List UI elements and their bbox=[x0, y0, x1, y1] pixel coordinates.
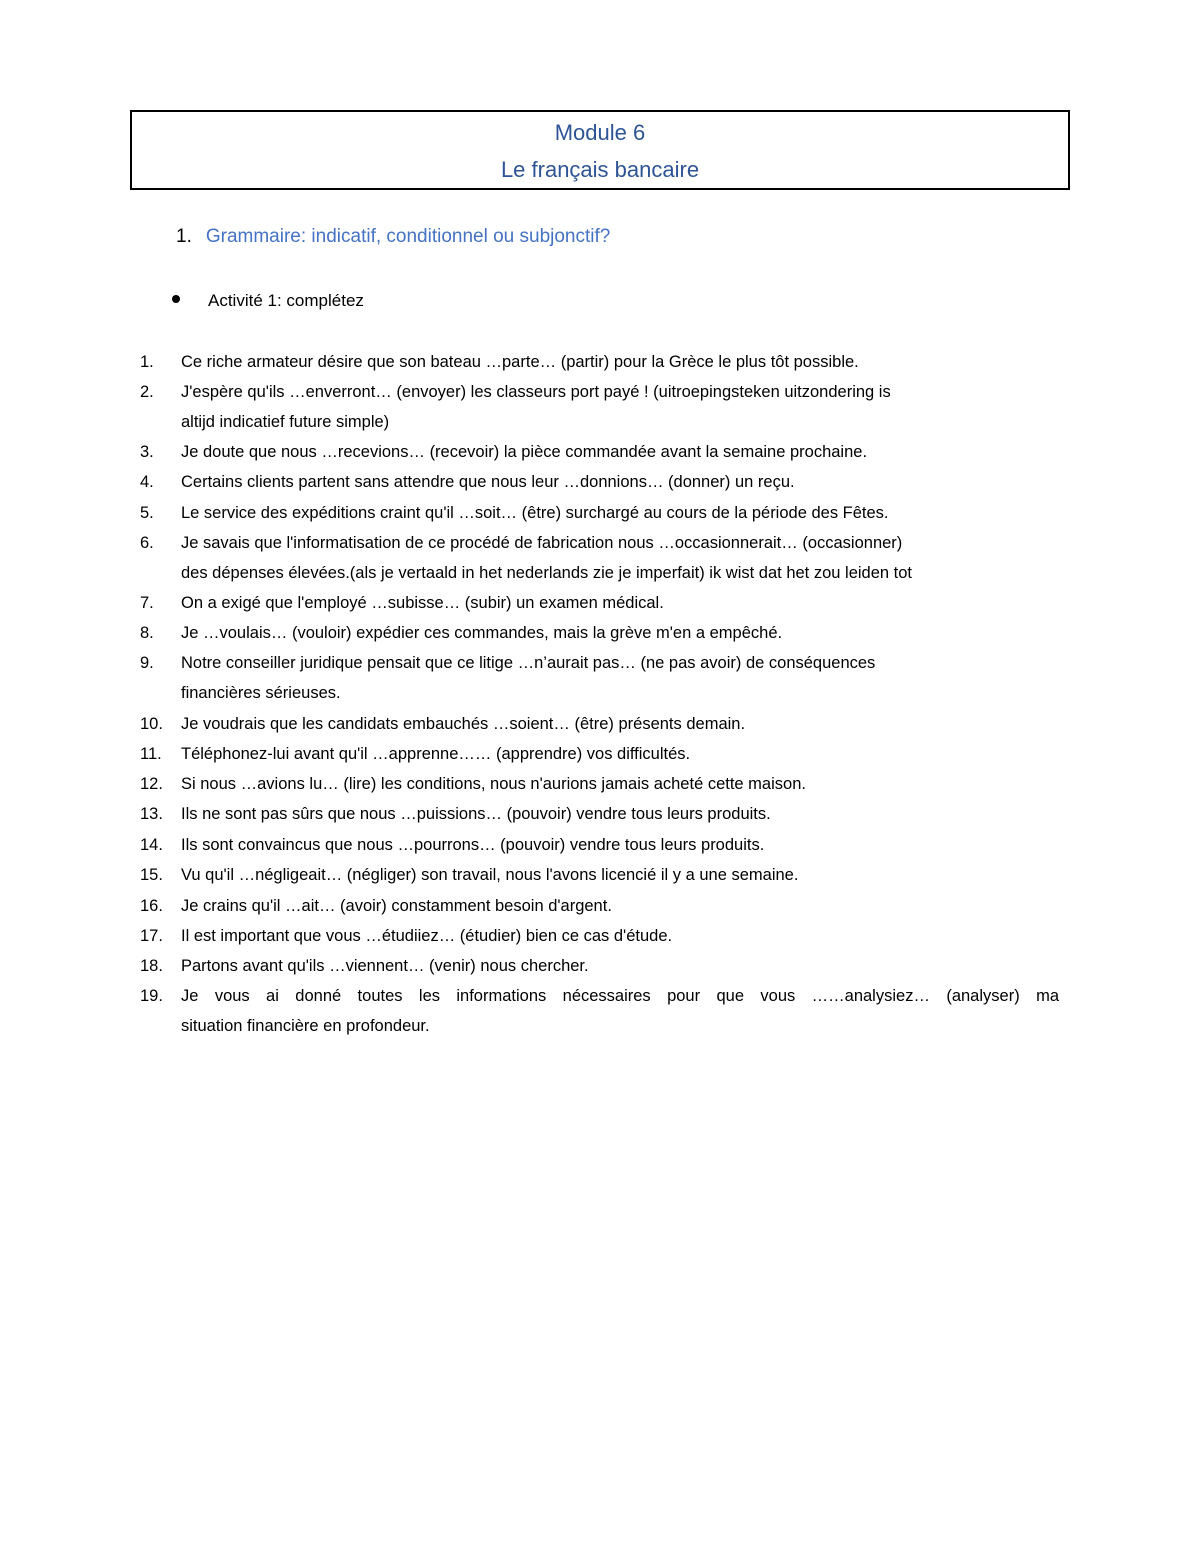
list-item-text: Je vous ai donné toutes les informations nécessaires pour que vous ……analysiez… (analyser) ma bbox=[181, 987, 1059, 1005]
list-item-text: On a exigé que l'employé …subisse… (subir) un examen médical. bbox=[181, 594, 664, 612]
list-item-number: 5. bbox=[140, 504, 154, 522]
list-item-text: Le service des expéditions craint qu'il …soit… (être) surchargé au cours de la période des Fêtes. bbox=[181, 504, 889, 522]
list-item-number: 19. bbox=[140, 987, 163, 1005]
list-item-text: Je voudrais que les candidats embauchés …soient… (être) présents demain. bbox=[181, 715, 746, 733]
list-item-number: 10. bbox=[140, 715, 163, 733]
module-subtitle: Le français bancaire bbox=[500, 157, 700, 182]
list-item-text: Je …voulais… (vouloir) expédier ces commandes, mais la grève m'en a empêché. bbox=[181, 624, 783, 642]
activity-line bbox=[172, 291, 364, 311]
list-item-text: Ils sont convaincus que nous …pourrons… (pouvoir) vendre tous leurs produits. bbox=[181, 836, 765, 854]
list-item-text: Ils ne sont pas sûrs que nous …puissions… (pouvoir) vendre tous leurs produits. bbox=[181, 805, 771, 823]
list-item-text-continued: financières sérieuses. bbox=[181, 684, 341, 702]
list-item-number: 12. bbox=[140, 775, 163, 793]
list-item-number: 11. bbox=[140, 745, 162, 763]
list-item-text: Je doute que nous …recevions… (recevoir) la pièce commandée avant la semaine prochaine. bbox=[181, 443, 868, 461]
list-item-number: 3. bbox=[140, 443, 154, 461]
section-heading bbox=[176, 226, 610, 248]
list-item-text: Certains clients partent sans attendre que nous leur …donnions… (donner) un reçu. bbox=[181, 473, 795, 491]
list-item-number: 6. bbox=[140, 534, 154, 552]
section-title: Grammaire: indicatif, conditionnel ou subjonctif? bbox=[205, 226, 611, 247]
list-item-text: Je savais que l'informatisation de ce procédé de fabrication nous …occasionnerait… (occasionner) bbox=[181, 534, 903, 552]
list-item-number: 16. bbox=[140, 897, 163, 915]
list-item-text-continued: altijd indicatief future simple) bbox=[181, 413, 390, 431]
list-item-text: Téléphonez-lui avant qu'il …apprenne…… (apprendre) vos difficultés. bbox=[181, 745, 691, 763]
section-number: 1. bbox=[176, 226, 192, 247]
title-box bbox=[130, 110, 1070, 190]
list-item-number: 1. bbox=[140, 353, 154, 371]
list-item-number: 9. bbox=[140, 654, 154, 672]
list-item-text-continued: des dépenses élevées.(als je vertaald in het nederlands zie je imperfait) ik wist dat het zou leiden tot bbox=[181, 564, 912, 582]
list-item-text: Ce riche armateur désire que son bateau …parte… (partir) pour la Grèce le plus tôt possible. bbox=[181, 353, 859, 371]
list-item-number: 2. bbox=[140, 383, 154, 401]
module-title: Module 6 bbox=[554, 120, 646, 145]
list-item-number: 7. bbox=[140, 594, 154, 612]
list-item-text: J'espère qu'ils …enverront… (envoyer) les classeurs port payé ! (uitroepingsteken uitzondering is bbox=[181, 383, 891, 401]
list-item-text: Partons avant qu'ils …viennent… (venir) nous chercher. bbox=[181, 957, 589, 975]
list-item-number: 18. bbox=[140, 957, 163, 975]
list-item-text: Vu qu'il …négligeait… (négliger) son travail, nous l'avons licencié il y a une semaine. bbox=[181, 866, 799, 884]
list-item-text: Si nous …avions lu… (lire) les conditions, nous n'aurions jamais acheté cette maison. bbox=[181, 775, 806, 793]
list-item-number: 4. bbox=[140, 473, 154, 491]
list-item-text-continued: situation financière en profondeur. bbox=[181, 1017, 430, 1035]
list-item-text: Il est important que vous …étudiiez… (étudier) bien ce cas d'étude. bbox=[181, 927, 673, 945]
list-item-number: 8. bbox=[140, 624, 154, 642]
list-item-number: 13. bbox=[140, 805, 163, 823]
list-item-number: 14. bbox=[140, 836, 163, 854]
list-item-number: 15. bbox=[140, 866, 163, 884]
activity-label: Activité 1: complétez bbox=[208, 291, 364, 310]
list-item-text: Je crains qu'il …ait… (avoir) constamment besoin d'argent. bbox=[181, 897, 612, 915]
list-item-number: 17. bbox=[140, 927, 163, 945]
list-item-text: Notre conseiller juridique pensait que ce litige …n’aurait pas… (ne pas avoir) de conséquences bbox=[181, 654, 876, 672]
bullet-icon bbox=[172, 295, 180, 303]
